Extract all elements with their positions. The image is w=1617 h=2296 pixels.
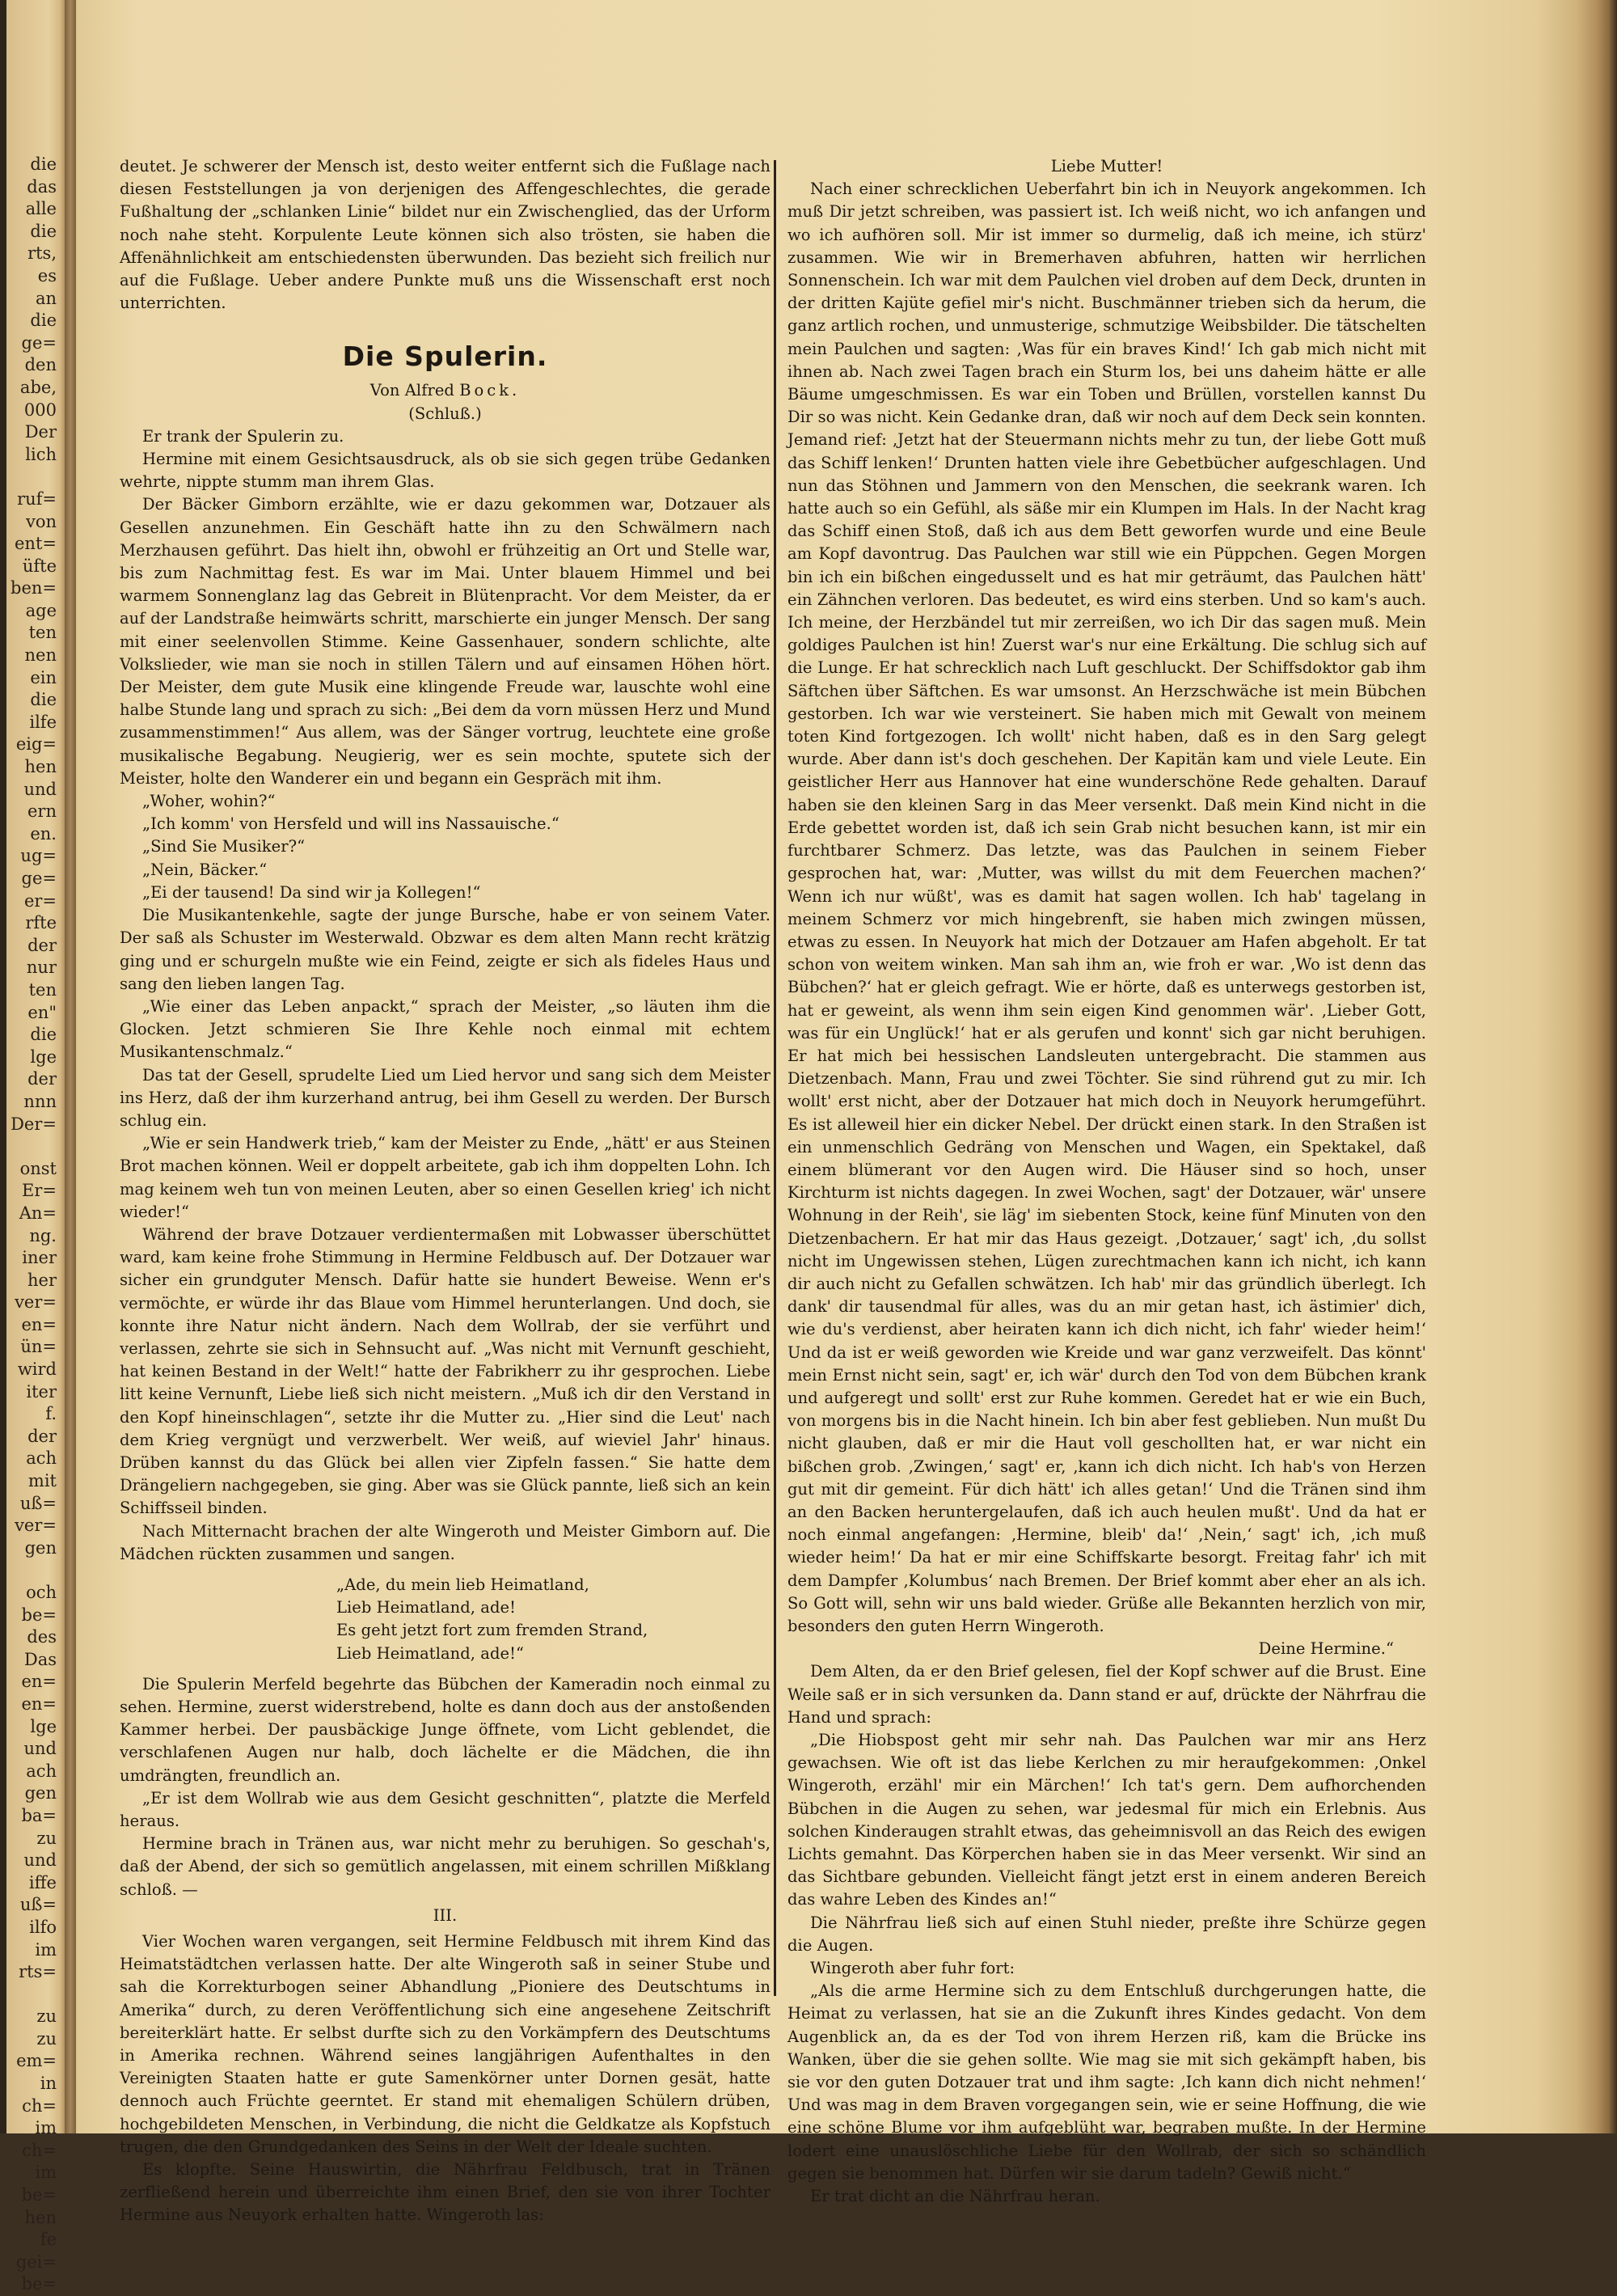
edge-fragment: be=	[21, 2185, 57, 2205]
edge-fragment: rts,	[27, 243, 57, 264]
column-divider	[774, 160, 776, 1996]
edge-fragment: en=	[21, 1314, 57, 1334]
edge-fragment: von	[25, 511, 57, 531]
edge-fragment: en"	[27, 1002, 57, 1022]
edge-fragment: f.	[45, 1404, 57, 1424]
paragraph: „Die Hiobspost geht mir sehr nah. Das Paulchen war mir ans Herz gewachsen. Wie oft ist das liebe Kerlchen zu mir heraufgekommen: ‚Onkel Wingeroth, erzähl' mir ein Märchen!‘ Ich tat's gern. Dem aufhorchenden Bübchen in die Augen zu sehen, war jedesmal für mich ein Erlebnis. Aus solchen Kinderaugen strahlt etwas, das geheimnisvoll an das Reich des ewigen Lichts gemahnt. Das Körperchen haben sie in das Meer versenkt. Wir sind an das Sichtbare gebunden. Vielleicht fängt jetzt erst in einem anderen Bereich das wahre Leben des Kindes an!“	[787, 1731, 1426, 1909]
edge-fragment: eig=	[15, 734, 57, 755]
paragraph: „Er ist dem Wollrab wie aus dem Gesicht geschnitten“, platzte die Merfeld heraus.	[120, 1788, 771, 1831]
edge-fragment: ilfe	[29, 712, 57, 732]
edge-fragment: en=	[21, 1672, 57, 1692]
edge-fragment: der	[27, 1069, 57, 1089]
edge-fragment: der	[27, 935, 57, 955]
edge-fragment: den	[24, 355, 57, 375]
edge-fragment: lge	[30, 1047, 57, 1067]
edge-fragment: ern	[27, 801, 57, 822]
edge-fragment: ilfo	[29, 1917, 57, 1937]
paragraph: Hermine mit einem Gesichtsausdruck, als ob sie sich gegen trübe Gedanken wehrte, nippte stumm man ihrem Glas.	[120, 450, 771, 492]
edge-fragment: iter	[26, 1381, 57, 1402]
story-title: Die Spulerin.	[342, 340, 548, 373]
edge-fragment: ruf=	[17, 488, 57, 509]
edge-fragment: uß=	[19, 1895, 57, 1915]
byline	[120, 379, 771, 402]
story-part-a	[120, 425, 771, 1566]
paragraph: „Wie einer das Leben anpackt,“ sprach der Meister, „so läuten ihm die Glocken. Jetzt schmieren Sie Ihre Kehle noch einmal mit echtem Musikantenschmalz.“	[120, 996, 771, 1062]
edge-fragment: hen	[24, 757, 57, 777]
paragraph: „Wie er sein Handwerk trieb,“ kam der Meister zu Ende, „hätt' er aus Steinen Brot machen können. Weil er doppelt arbeitete, gab ich ihm doppelten Lohn. Ich mag keinem weh tun von meinen Leuten, aber so einen Gesellen krieg' ich nicht wieder!“	[120, 1134, 771, 1221]
edge-fragment: Der	[24, 422, 57, 442]
edge-fragment: die	[30, 690, 57, 710]
paragraph: Es klopfte. Seine Hauswirtin, die Nährfrau Feldbusch, trat in Tränen zerfließend herein und überreichte ihm einen Brief, den sie von ihrer Tochter Hermine aus Neuyork erhalten hatte. Wingeroth las:	[120, 2160, 771, 2225]
edge-fragment: ten	[28, 979, 57, 1000]
edge-fragment: er=	[23, 890, 57, 911]
edge-fragment: rts=	[19, 1962, 57, 1982]
story-part-b	[120, 1673, 771, 1901]
verse-line: Lieb Heimatland, ade!“	[336, 1643, 524, 1663]
edge-fragment: die	[30, 221, 57, 241]
edge-fragment: üfte	[22, 556, 57, 576]
edge-fragment: nen	[24, 645, 57, 666]
edge-fragment	[8, 1559, 57, 1582]
paragraph: Er trat dicht an die Nährfrau heran.	[810, 2187, 1100, 2206]
song-verse	[120, 1574, 771, 1665]
edge-fragment: gei=	[15, 2252, 57, 2272]
conclusion-note: (Schluß.)	[408, 404, 482, 423]
edge-fragment: ben=	[11, 578, 57, 598]
paragraph: „Woher, wohin?“	[142, 792, 276, 811]
paragraph: Der Bäcker Gimborn erzählte, wie er dazu gekommen war, Dotzauer als Gesellen anzunehmen. Ein Geschäft hatte ihn zu den Schwälmern nach Merzhausen geführt. Das hielt ihn, obwohl er frühzeitig an Ort und Stelle war, bis zum Nachmittag fest. Es war im Mai. Unter blauem Himmel und bei warmem Sonnenglanz lag das Gebreit in Blütenpracht. Vor dem Meister, da er auf der Landstraße heimwärts schritt, marschierte ein junger Mensch. Der sang mit einer seelenvollen Stimme. Keine Gassenhauer, sondern schlichte, alte Volkslieder, wie man sie noch in stillen Tälern und auf einsamen Höhen hört. Der Meister, dem gute Musik eine klingende Freude war, lauschte wohl eine halbe Stunde lang und sprach zu sich: „Bei dem da vorn müssen Herz und Mund zusammenstimmen!“ Aus allem, was der Sänger vortrug, leuchtete eine große musikalische Begabung. Neugierig, wer es sein mochte, sputete sich der Meister, holte den Wanderer ein und begann ein Gespräch mit ihm.	[120, 495, 771, 788]
paragraph: „Als die arme Hermine sich zu dem Entschluß durchgerungen hatte, die Heimat zu verlassen, hat sie an die Zukunft ihres Kindes gedacht. Von dem Augenblick an, da es der Tod von ihrem Herzen riß, kam die Brücke ins Wanken, über die sie gehen sollte. Wie mag sie mit sich gekämpft haben, bis sie vor den guten Dotzauer trat und ihm sagte: ‚Ich kann dich nicht nehmen!‘ Und was mag in dem Braven vorgegangen sein, wie er seine Hoffnung, die wie eine schöne Blume vor ihm aufgeblüht war, begraben mußte. In der Hermine lodert eine unauslöschliche Liebe für den Wollrab, der sich so schändlich gegen sie benommen hat. Dürfen wir sie darum tadeln? Gewiß nicht.“	[787, 1981, 1426, 2183]
edge-fragment: und	[23, 1739, 57, 1759]
verse-line: „Ade, du mein lieb Heimatland,	[336, 1575, 589, 1594]
edge-fragment: Der=	[11, 1114, 57, 1134]
edge-fragment: ch=	[22, 2140, 57, 2160]
edge-fragment: die	[30, 1025, 57, 1045]
paragraph: „Ich komm' von Hersfeld und will ins Nassauische.“	[142, 814, 559, 834]
edge-fragment: Das	[23, 1649, 57, 1669]
edge-fragment: zu	[36, 2028, 57, 2049]
letter-body	[787, 178, 1426, 1638]
section-number: III.	[433, 1905, 458, 1925]
edge-fragment: be=	[21, 1605, 57, 1625]
edge-fragment: 000	[23, 400, 57, 420]
edge-fragment: em=	[16, 2051, 57, 2071]
edge-fragment: rfte	[25, 913, 57, 933]
edge-fragment: ten	[28, 623, 57, 643]
edge-fragment: ün=	[20, 1337, 57, 1357]
edge-fragment: age	[25, 600, 57, 620]
edge-fragment: en=	[21, 1693, 57, 1714]
story-continuation	[787, 1660, 1426, 2208]
edge-fragment: die	[30, 311, 57, 331]
edge-fragment: ge=	[21, 869, 57, 888]
verse-line: Lieb Heimatland, ade!	[336, 1598, 516, 1617]
paragraph: Hermine brach in Tränen aus, war nicht mehr zu beruhigen. So geschah's, daß der Abend, der sich so gemütlich angelassen, mit einem schrillen Mißklang schloß. —	[120, 1834, 771, 1899]
author-name: Bock.	[459, 381, 521, 400]
edge-fragment: lge	[30, 1716, 57, 1736]
paragraph: Dem Alten, da er den Brief gelesen, fiel der Kopf schwer auf die Brust. Eine Weile saß er in sich versunken da. Dann stand er auf, drückte der Nährfrau die Hand und sprach:	[787, 1662, 1426, 1727]
letter-signature: Deine Hermine.“	[1258, 1639, 1394, 1659]
paragraph: Nach einer schrecklichen Ueberfahrt bin ich in Neuyork angekommen. Ich muß Dir jetzt schreiben, was passiert ist. Ich weiß nicht, wo ich anfangen und wo ich aufhören soll. Mir ist immer so durmelig, daß ich meine, ich stürz' zusammen. Wie wir in Bremerhaven abfuhren, hatten wir herrlichen Sonnenschein. Ich war mit dem Paulchen viel droben auf dem Deck, drunten in der dritten Kajüte gefiel mir's nicht. Buschmänner trieben sich da herum, die ganz artlich rochen, und unmusterige, schmutzige Weibsbilder. Die tätschelten mein Paulchen und sagten: ‚Was für ein braves Kind!‘ Ich gab mich nicht mit ihnen ab. Nach zwei Tagen brach ein Sturm los, bei uns daheim hätte er alle Bäume umgeschmissen. Es war ein Toben und Brüllen, vorstellen kannst Du Dir so was nicht. Kein Gedanke dran, daß wir noch auf dem Deck sein konnten. Jemand rief: ‚Jetzt hat der Steuermann nichts mehr zu tun, der liebe Gott muß das Schiff lenken!‘ Drunten hatten viele ihre Gebetbücher aufgeschlagen. Und nun das Stöhnen und Jammern von den Menschen, die seekrank waren. Ich hatte auch so ein Gefühl, als säße mir ein Klumpen im Hals. In der Nacht krag das Schiff einen Stoß, daß ich aus dem Bett geworfen wurde und eine Beule am Kopf davontrug. Das Paulchen war still wie ein Püppchen. Gegen Morgen bin ich ein bißchen eingedusselt und es hat mir geträumt, das Paulchen hätt' ein Zähnchen verloren. Das bedeutet, es wird eins sterben. Und so kam's auch. Ich meine, der Herzbändel tut mir zerreißen, wo ich Dir das sagen muß. Mein goldiges Paulchen ist hin! Zuerst war's nur eine Erkältung. Die schlug sich auf die Lunge. Er hat schrecklich nach Luft geschluckt. Der Schiffsdoktor gab ihm Säftchen über Säftchen. Es war umsonst. An Herzschwäche ist mein Bübchen gestorben. Ich war wie versteinert. Sie haben mich mit Gewalt von meinem toten Kind fortgezogen. Ich wollt' nicht haben, daß es in den Sarg gelegt wurde. Aber dann ist's doch geschehen. Der Kapitän kam und viele Leute. Ein geistlicher Herr aus Hannover hat eine wunderschöne Rede gehalten. Darauf haben sie den kleinen Sarg in das Meer versenkt. Daß mein Kind nicht in die Erde gebettet worden ist, daß ich sein Grab nicht besuchen kann, ist mir ein furchtbarer Schmerz. Das letzte, was das Paulchen in seinem Fieber gesprochen hat, war: ‚Mutter, was willst du mit dem Feuerchen machen?‘ Wenn ich nur wüßt', was es damit hat sagen wollen. Ich hab' tagelang in meinem Schmerz vor mich hingebrenft, sie haben mich zwingen müssen, etwas zu essen. In Neuyork hat mich der Dotzauer am Hafen abgeholt. Er tat schon von weitem winken. Man sah ihm an, wie froh er war. ‚Wo ist denn das Bübchen?‘ hat er gleich gefragt. Wie er hörte, daß es unterwegs gestorben ist, hat er geweint, als wenn ihm sein eigen Kind genommen wär'. ‚Lieber Gott, was für ein Unglück!‘ hat er als gerufen und konnt' sich gar nicht beruhigen. Er hat mich bei hessischen Landsleuten untergebracht. Die stammen aus Dietzenbach. Mann, Frau und zwei Töchter. Sie sind rührend gut zu mir. Ich wollt' erst nicht, aber der Dotzauer hat mich doch in Neuyork herumgeführt. Es ist alleweil hier ein dicker Nebel. Der drückt einen stark. In den Straßen ist ein unmenschlich Gedräng von Menschen und Wagen, ein Spektakel, daß einem blümerant vor den Augen wird. Die Häuser sind so hoch, unser Kirchturm ist nichts dagegen. In zwei Wochen, sagt' der Dotzauer, wär' unsere Wohnung in der Reih', sie läg' im siebenten Stock, keine fünf Minuten von den Dietzenbachern. Er hat mir das Haus gezeigt. ‚Dotzauer,‘ sagt' ich, ‚du sollst nicht im Ungewissen stehen, Lügen zurechtmachen kann ich nicht, ich kann dir auch nicht zu Gefallen schwätzen. Ich hab' mir das gründlich überlegt. Ich dank' dir tausendmal für alles, was du an mir getan hast, ich ästimier' dich, wie du's verdienst, aber heiraten kann ich dich nicht, ich fahr' wieder heim!‘ Und da ist er weiß geworden wie Kreide und war ganz verzweifelt. Das könnt' mein Ernst nicht sein, sagt' er, ich wär' durch den Tod von dem Bübchen krank und aufgeregt und sollt' erst zur Ruhe kommen. Geredet hat er wie ein Buch, von morgens bis in die Nacht hinein. Ich bin aber fest geblieben. Nun mußt Du nicht glauben, daß er mir die Haut voll geschollten hat, er war nicht ein bißchen grob. ‚Zwingen,‘ sagt' er, ‚kann ich dich nicht. Ich hab's von Herzen gut mit dir gemeint. Für dich hätt' ich alles getan!‘ Und die Tränen sind ihm an den Backen heruntergelaufen, daß ich auch heulen mußt'. Und da hat er noch einmal angefangen: ‚Hermine, bleib' da!‘ ‚Nein,‘ sagt' ich, ‚ich muß wieder heim!‘ Da hat er mir eine Schiffskarte besorgt. Freitag fahr' ich mit dem Dampfer ‚Kolumbus‘ nach Bremen. Der Brief kommt aber eher an als ich. So Gott will, sehn wir uns bald wieder. Grüße alle Bekannten herzlich von mir, besonders den guten Herrn Wingeroth.	[787, 180, 1426, 1635]
left-column	[120, 155, 771, 2225]
paragraph: Das tat der Gesell, sprudelte Lied um Lied hervor und sang sich dem Meister ins Herz, daß der ihm kurzerhand antrug, bei ihm Gesell zu werden. Der Bursch schlug ein.	[120, 1065, 771, 1130]
edge-fragment: der	[27, 1426, 57, 1446]
edge-fragment: be=	[21, 2274, 57, 2294]
edge-fragment: ba=	[21, 1805, 57, 1825]
story-part-c	[120, 1930, 771, 2227]
edge-fragment: des	[27, 1627, 57, 1647]
edge-fragment	[8, 1135, 57, 1158]
edge-fragment	[8, 1984, 57, 2006]
edge-fragment: ent=	[15, 534, 57, 554]
paragraph: „Ei der tausend! Da sind wir ja Kollegen!“	[142, 882, 481, 902]
edge-fragment: uß=	[19, 1493, 57, 1513]
paragraph: Die Spulerin Merfeld begehrte das Bübchen der Kameradin noch einmal zu sehen. Hermine, zuerst widerstrebend, holte es dann doch aus der anstoßenden Kammer herbei. Der pausbäckige Junge öffnete, vom Licht geblendet, die verschlafenen Augen nur halb, doch lächelte er die Mädchen, die ihn umdrängten, freundlich an.	[120, 1674, 771, 1785]
previous-page-edge-fragments	[8, 154, 57, 2294]
edge-fragment: und	[23, 779, 57, 799]
edge-fragment: an	[35, 288, 57, 308]
edge-fragment: ein	[30, 667, 57, 687]
edge-fragment: onst	[19, 1158, 57, 1178]
edge-fragment: iffe	[28, 1872, 57, 1892]
edge-fragment: nnn	[23, 1091, 57, 1111]
edge-fragment: ng.	[29, 1225, 57, 1245]
page-binding	[65, 0, 76, 2133]
paragraph: Vier Wochen waren vergangen, seit Hermine Feldbusch mit ihrem Kind das Heimatstädtchen verlassen hatte. Der alte Wingeroth saß in seiner Stube und sah die Korrekturbogen seiner Abhandlung „Pioniere des Deutschtums in Amerika“ durch, zu deren Veröffentlichung sich eine angesehene Zeitschrift bereiterklärt hatte. Er selbst durfte sich zu den Vorkämpfern des Deutschtums in Amerika rechnen. Während seines langjährigen Aufenthaltes in den Vereinigten Staaten hatte er gute Samenkörner unter Dornen gesät, hatte dennoch auch Früchte geerntet. Er stand mit ehemaligen Schülern drüben, hochgebildeten Menschen, in Verbindung, die nicht die Geldkatze als Kopfstuch trugen, die den Grundgedanken des Seins in der Welt der Ideale suchten.	[120, 1932, 771, 2156]
edge-fragment: alle	[25, 199, 57, 219]
edge-fragment: gen	[24, 1537, 57, 1558]
edge-fragment: die	[30, 154, 57, 174]
edge-fragment: im	[35, 1939, 57, 1960]
paragraph: Die Nährfrau ließ sich auf einen Stuhl nieder, preßte ihre Schürze gegen die Augen.	[787, 1913, 1426, 1955]
edge-fragment: abe,	[19, 377, 57, 397]
edge-fragment: ug=	[20, 846, 57, 866]
edge-fragment: ver=	[15, 1516, 57, 1536]
edge-fragment: es	[37, 265, 57, 285]
verse-line: Es geht jetzt fort zum fremden Strand,	[336, 1621, 648, 1640]
edge-fragment: ch=	[22, 2095, 57, 2116]
edge-fragment: im	[35, 2163, 57, 2183]
paragraph: Wingeroth aber fuhr fort:	[810, 1959, 1015, 1978]
paragraph: Während der brave Dotzauer verdientermaßen mit Lobwasser überschüttet ward, kam keine frohe Stimmung in Hermine Feldbusch auf. Der Dotzauer war sicher ein grundguter Mensch. Dafür hatte sie hundert Beweise. Wenn er's vermöchte, er würde ihr das Blaue vom Himmel herunterlangen. Und doch, sie konnte ihre Natur nicht ändern. Nach dem Wollrab, der sie verführt und verlassen, zehrte sie sich in Sehnsucht auf. „Was nicht mit Vernunft geschieht, hat keinen Bestand in der Welt!“ hatte der Fabrikherr zu ihr gesprochen. Liebe litt keine Vernunft, Liebe ließ sich nicht meistern. „Muß ich dir den Verstand in den Kopf hineinschlagen“, setzte ihr die Mutter zu. „Hier sind die Leut' nach dem Krieg vergnügt und verzwerbelt. Wer weiß, auf wieviel Jahr' hinaus. Drüben kannst du das Glück bei allen vier Zipfeln fassen.“ Sie hatte dem Drängeliern nachgegeben, sie ging. Aber was sie Glück pannte, ließ sich an kein Schiffsseil binden.	[120, 1224, 771, 1518]
paragraph: „Sind Sie Musiker?“	[142, 837, 306, 856]
edge-fragment: mit	[27, 1471, 57, 1491]
paragraph: „Nein, Bäcker.“	[142, 860, 268, 879]
edge-fragment: iner	[22, 1248, 57, 1268]
edge-fragment: ge=	[21, 332, 57, 353]
edge-fragment: in	[40, 2074, 57, 2094]
paragraph: deutet. Je schwerer der Mensch ist, desto weiter entfernt sich die Fußlage nach diesen Feststellungen ja von derjenigen des Affengeschlechtes, die gerade Fußhaltung der „schlanken Linie“ bildet nur ein Zwischenglied, das der Urform noch nahe steht. Korpulente Leute können sich also trösten, sie haben die Affenähnlichkeit am entschiedensten überwunden. Das bezieht sich freilich nur auf die Fußlage. Ueber andere Punkte muß uns die Wissenschaft erst noch unterrichten.	[120, 157, 771, 313]
edge-fragment	[8, 466, 57, 488]
edge-fragment: zu	[36, 1828, 57, 1848]
edge-fragment: fe	[40, 2230, 57, 2250]
byline-prefix: Von Alfred	[369, 381, 454, 400]
edge-fragment: zu	[36, 2006, 57, 2027]
edge-fragment: hen	[24, 2207, 57, 2227]
edge-fragment: lich	[25, 444, 57, 464]
intro-text	[120, 155, 771, 315]
right-column	[787, 155, 1426, 2206]
edge-fragment: An=	[19, 1203, 57, 1223]
letter-salutation: Liebe Mutter!	[1050, 157, 1163, 175]
edge-fragment: und	[23, 1850, 57, 1871]
paragraph: Die Musikantenkehle, sagte der junge Bursche, habe er von seinem Vater. Der saß als Schuster im Westerwald. Obzwar es dem alten Mann recht krätzig ging und er schurgeln mußte wie ein Feind, zeigte er sich als fideles Haus und sang den lieben langen Tag.	[120, 906, 771, 993]
paragraph: Er trank der Spulerin zu.	[142, 426, 344, 446]
edge-fragment: ver=	[15, 1292, 57, 1313]
edge-fragment: nur	[26, 958, 57, 978]
edge-fragment: en.	[30, 823, 57, 844]
edge-fragment: gen	[24, 1783, 57, 1803]
edge-fragment: im	[35, 2118, 57, 2138]
edge-fragment: das	[27, 176, 57, 197]
edge-fragment: ach	[26, 1448, 57, 1469]
edge-fragment: och	[26, 1583, 57, 1602]
paragraph: Nach Mitternacht brachen der alte Wingeroth und Meister Gimborn auf. Die Mädchen rückten zusammen und sangen.	[120, 1521, 771, 1563]
edge-fragment: Er=	[22, 1181, 57, 1201]
edge-fragment: wird	[17, 1359, 57, 1380]
edge-fragment: her	[27, 1270, 57, 1290]
edge-fragment: ach	[26, 1761, 57, 1781]
